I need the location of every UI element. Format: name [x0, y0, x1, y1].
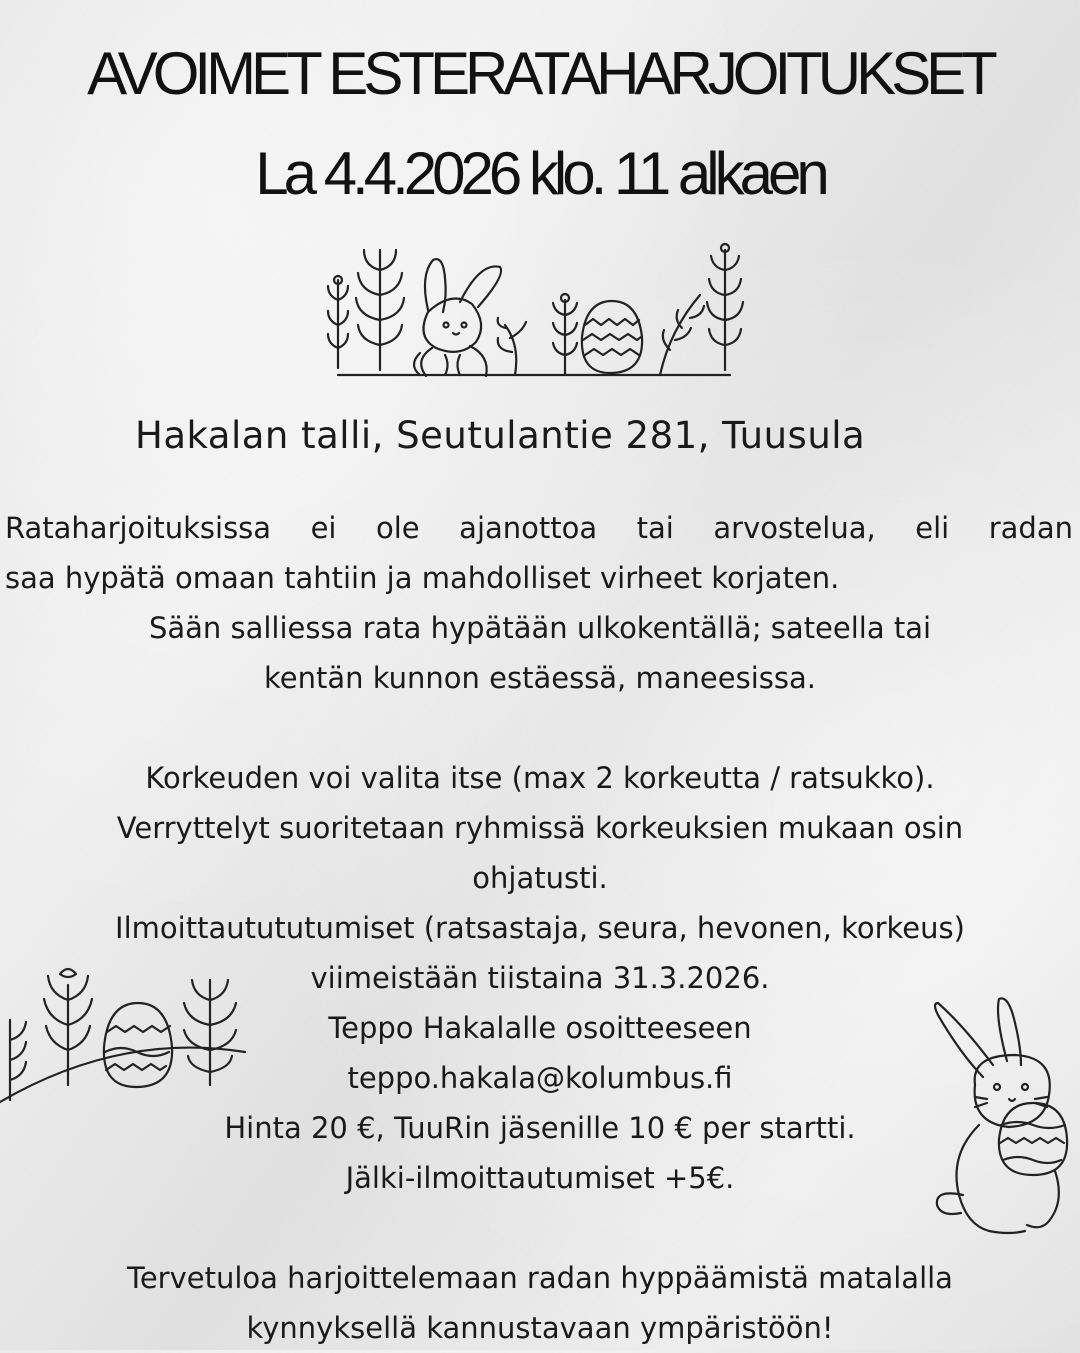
weather-line: kentän kunnon estäessä, maneesissa.: [264, 661, 816, 695]
details-line: Teppo Hakalalle osoitteeseen: [328, 1011, 752, 1045]
easter-bunny-garden-illustration: [320, 240, 740, 380]
details-line: ohjatusti.: [472, 861, 608, 895]
weather-line: Sään salliessa rata hypätään ulkokentällä; sateella tai: [148, 611, 932, 645]
price-line: Hinta 20 €, TuuRin jäsenille 10 € per startti.: [224, 1111, 856, 1145]
details-line: Korkeuden voi valita itse (max 2 korkeutta / ratsukko).: [145, 761, 935, 795]
details-line: Ilmoittautututumiset (ratsastaja, seura, hevonen, korkeus): [115, 911, 965, 945]
title-line-2: La 4.4.2026 klo. 11 alkaen: [255, 140, 825, 207]
contact-email[interactable]: teppo.hakala@kolumbus.fi: [347, 1061, 733, 1095]
easter-egg-plants-illustration: [0, 960, 250, 1110]
closing-paragraph: [0, 1253, 1080, 1353]
closing-line: kynnyksellä kannustavaan ympäristöön!: [246, 1311, 834, 1345]
late-entry-line: Jälki-ilmoittautumiset +5€.: [345, 1161, 735, 1195]
intro-line: Rataharjoituksissa ei ole ajanottoa tai arvostelua, eli radan: [5, 511, 1073, 545]
intro-paragraph: [5, 503, 1073, 603]
details-line: Verryttelyt suoritetaan ryhmissä korkeuksien mukaan osin: [116, 811, 964, 845]
intro-line: saa hypätä omaan tahtiin ja mahdolliset virheet korjaten.: [5, 561, 840, 595]
venue-address: Hakalan talli, Seutulantie 281, Tuusula: [135, 414, 866, 457]
bunny-holding-egg-illustration: [935, 995, 1080, 1245]
details-line: viimeistään tiistaina 31.3.2026.: [310, 961, 770, 995]
weather-paragraph: [0, 603, 1080, 703]
title-line-1: AVOIMET ESTERATAHARJOITUKSET: [87, 40, 993, 107]
closing-line: Tervetuloa harjoittelemaan radan hyppäämistä matalalla: [127, 1261, 953, 1295]
